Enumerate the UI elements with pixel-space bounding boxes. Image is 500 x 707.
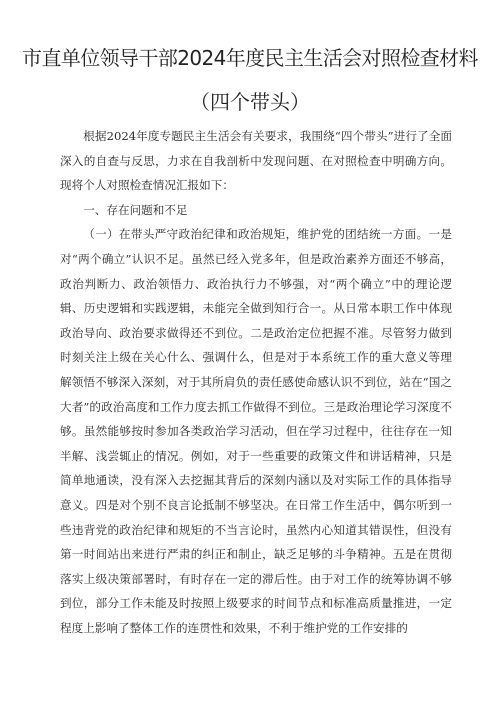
- section-heading: 一、存在问题和不足: [83, 202, 188, 217]
- body-paragraph: （一）在带头严守政治纪律和政治规矩，维护党的团结统一方面。一是对“两个确立”认识不足。虽然已经入党多年，但是政治素养方面还不够高，政治判断力、政治领悟力、政治执行力不够强，对“两个确立”中的理论逻辑、历史逻辑和实践逻辑，未能完全做到知行合一。从日常本职工作中体现政治导向、政治要求做得还不到位。二是政治定位把握不准。尽管努力做到时刻关注上级在关心什么、强调什么，但是对于本系统工作的重大意义等理解领悟不够深入深刻，对于其所肩负的责任感使命感认识不到位，站在“国之大者”的政治高度和工作力度去抓工作做得不到位。三是政治理论学习深度不够。虽然能够按时参加各类政治学习活动，但在学习过程中，往往存在一知半解、浅尝辄止的情况。例如，对于一些重要的政策文件和讲话精神，只是简单地通读，没有深入去挖掘其背后的深刻内涵以及对实际工作的具体指导意义。四是对个别不良言论抵制不够坚决。在日常工作生活中，偶尔听到一些违背党的政治纪律和规矩的不当言论时，虽然内心知道其错误性，但没有第一时间站出来进行严肃的纠正和制止，缺乏足够的斗争精神。五是在贯彻落实上级决策部署时，有时存在一定的滞后性。由于对工作的统筹协调不够到位，部分工作未能及时按照上级要求的时间节点和标准高质量推进，一定程度上影响了整体工作的连贯性和效果，不利于维护党的工作安排的: [60, 227, 452, 635]
- document-body: [60, 124, 452, 640]
- document-title: 市直单位领导干部2024年度民主生活会对照检查材料: [22, 46, 478, 70]
- intro-paragraph: 根据2024年度专题民主生活会有关要求，我围绕“四个带头”进行了全面深入的自查与反思，力求在自我剖析中发现问题、在对照检查中明确方向。现将个人对照检查情况汇报如下：: [60, 129, 452, 193]
- document-subtitle: （四个带头）: [190, 90, 310, 114]
